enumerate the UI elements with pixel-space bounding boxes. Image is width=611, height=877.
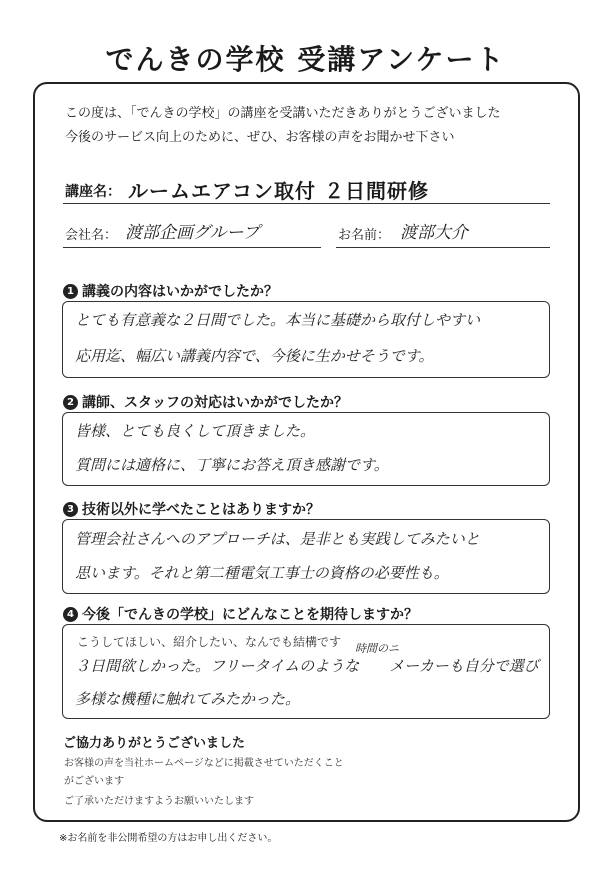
footnote: ※お名前を非公開希望の方はお申し出ください。 bbox=[59, 833, 278, 844]
intro-line-2: 今後のサービス向上のために、ぜひ、お客様の声をお聞かせ下さい bbox=[65, 130, 455, 145]
closing-note-1: お客様の声を当社ホームページなどに掲載させていただくこと bbox=[64, 758, 344, 769]
closing-note-3: ご了承いただけますようお願いいたします bbox=[64, 796, 254, 807]
question-text-3: 技術以外に学べたことはありますか？ bbox=[82, 502, 320, 518]
question-number-3: 3 bbox=[63, 502, 78, 517]
name-underline bbox=[336, 247, 550, 248]
course-name: ルームエアコン取付 ２日間研修 bbox=[128, 179, 429, 203]
answer-2-line-2: 質問には適格に、丁寧にお答え頂き感謝です。 bbox=[75, 456, 389, 474]
question-text-2: 講師、スタッフの対応はいかがでしたか？ bbox=[82, 395, 348, 411]
question-1 bbox=[63, 281, 278, 301]
company-value: 渡部企画グループ bbox=[125, 223, 260, 243]
intro-line-1: この度は、「でんきの学校」の講座を受講いただきありがとうございました bbox=[65, 106, 501, 121]
answer-3-line-1: 管理会社さんへのアプローチは、是非とも実践してみたいと bbox=[75, 530, 480, 548]
page-title: でんきの学校 受講アンケート bbox=[105, 43, 506, 76]
company-label: 会社名： bbox=[65, 228, 118, 243]
answer-1-line-2: 応用迄、幅広い講義内容で、今後に生かせそうです。 bbox=[75, 347, 434, 365]
question-2 bbox=[63, 392, 348, 412]
company-underline bbox=[63, 247, 321, 248]
course-label: 講座名： bbox=[65, 184, 121, 200]
answer-4-line-1: ３日間欲しかった。フリータイムのような メーカーも自分で選び bbox=[75, 657, 539, 675]
question-number-4: 4 bbox=[63, 607, 78, 622]
closing-thanks: ご協力ありがとうございました bbox=[63, 736, 246, 751]
question-number-2: 2 bbox=[63, 395, 78, 410]
question-number-1: 1 bbox=[63, 284, 78, 299]
question-4 bbox=[63, 604, 418, 624]
name-value: 渡部大介 bbox=[400, 223, 468, 243]
question-text-4: 今後「でんきの学校」にどんなことを期待しますか？ bbox=[82, 607, 418, 623]
answer-1-line-1: とても有意義な２日間でした。本当に基礎から取付しやすい bbox=[75, 311, 481, 329]
course-underline bbox=[63, 203, 550, 204]
closing-note-2: がございます bbox=[64, 776, 124, 787]
answer-4-hint: こうしてほしい、紹介したい、なんでも結構です bbox=[77, 635, 342, 649]
answer-4-insert: 時間のニ bbox=[355, 642, 399, 655]
name-label: お名前： bbox=[338, 228, 391, 243]
answer-3-line-2: 思います。それと第二種電気工事士の資格の必要性も。 bbox=[75, 564, 449, 582]
question-3 bbox=[63, 499, 320, 519]
answer-4-line-2: 多様な機種に触れてみたかった。 bbox=[75, 690, 301, 708]
question-text-1: 講義の内容はいかがでしたか？ bbox=[82, 284, 278, 300]
answer-2-line-1: 皆様、とても良くして頂きました。 bbox=[75, 422, 316, 440]
